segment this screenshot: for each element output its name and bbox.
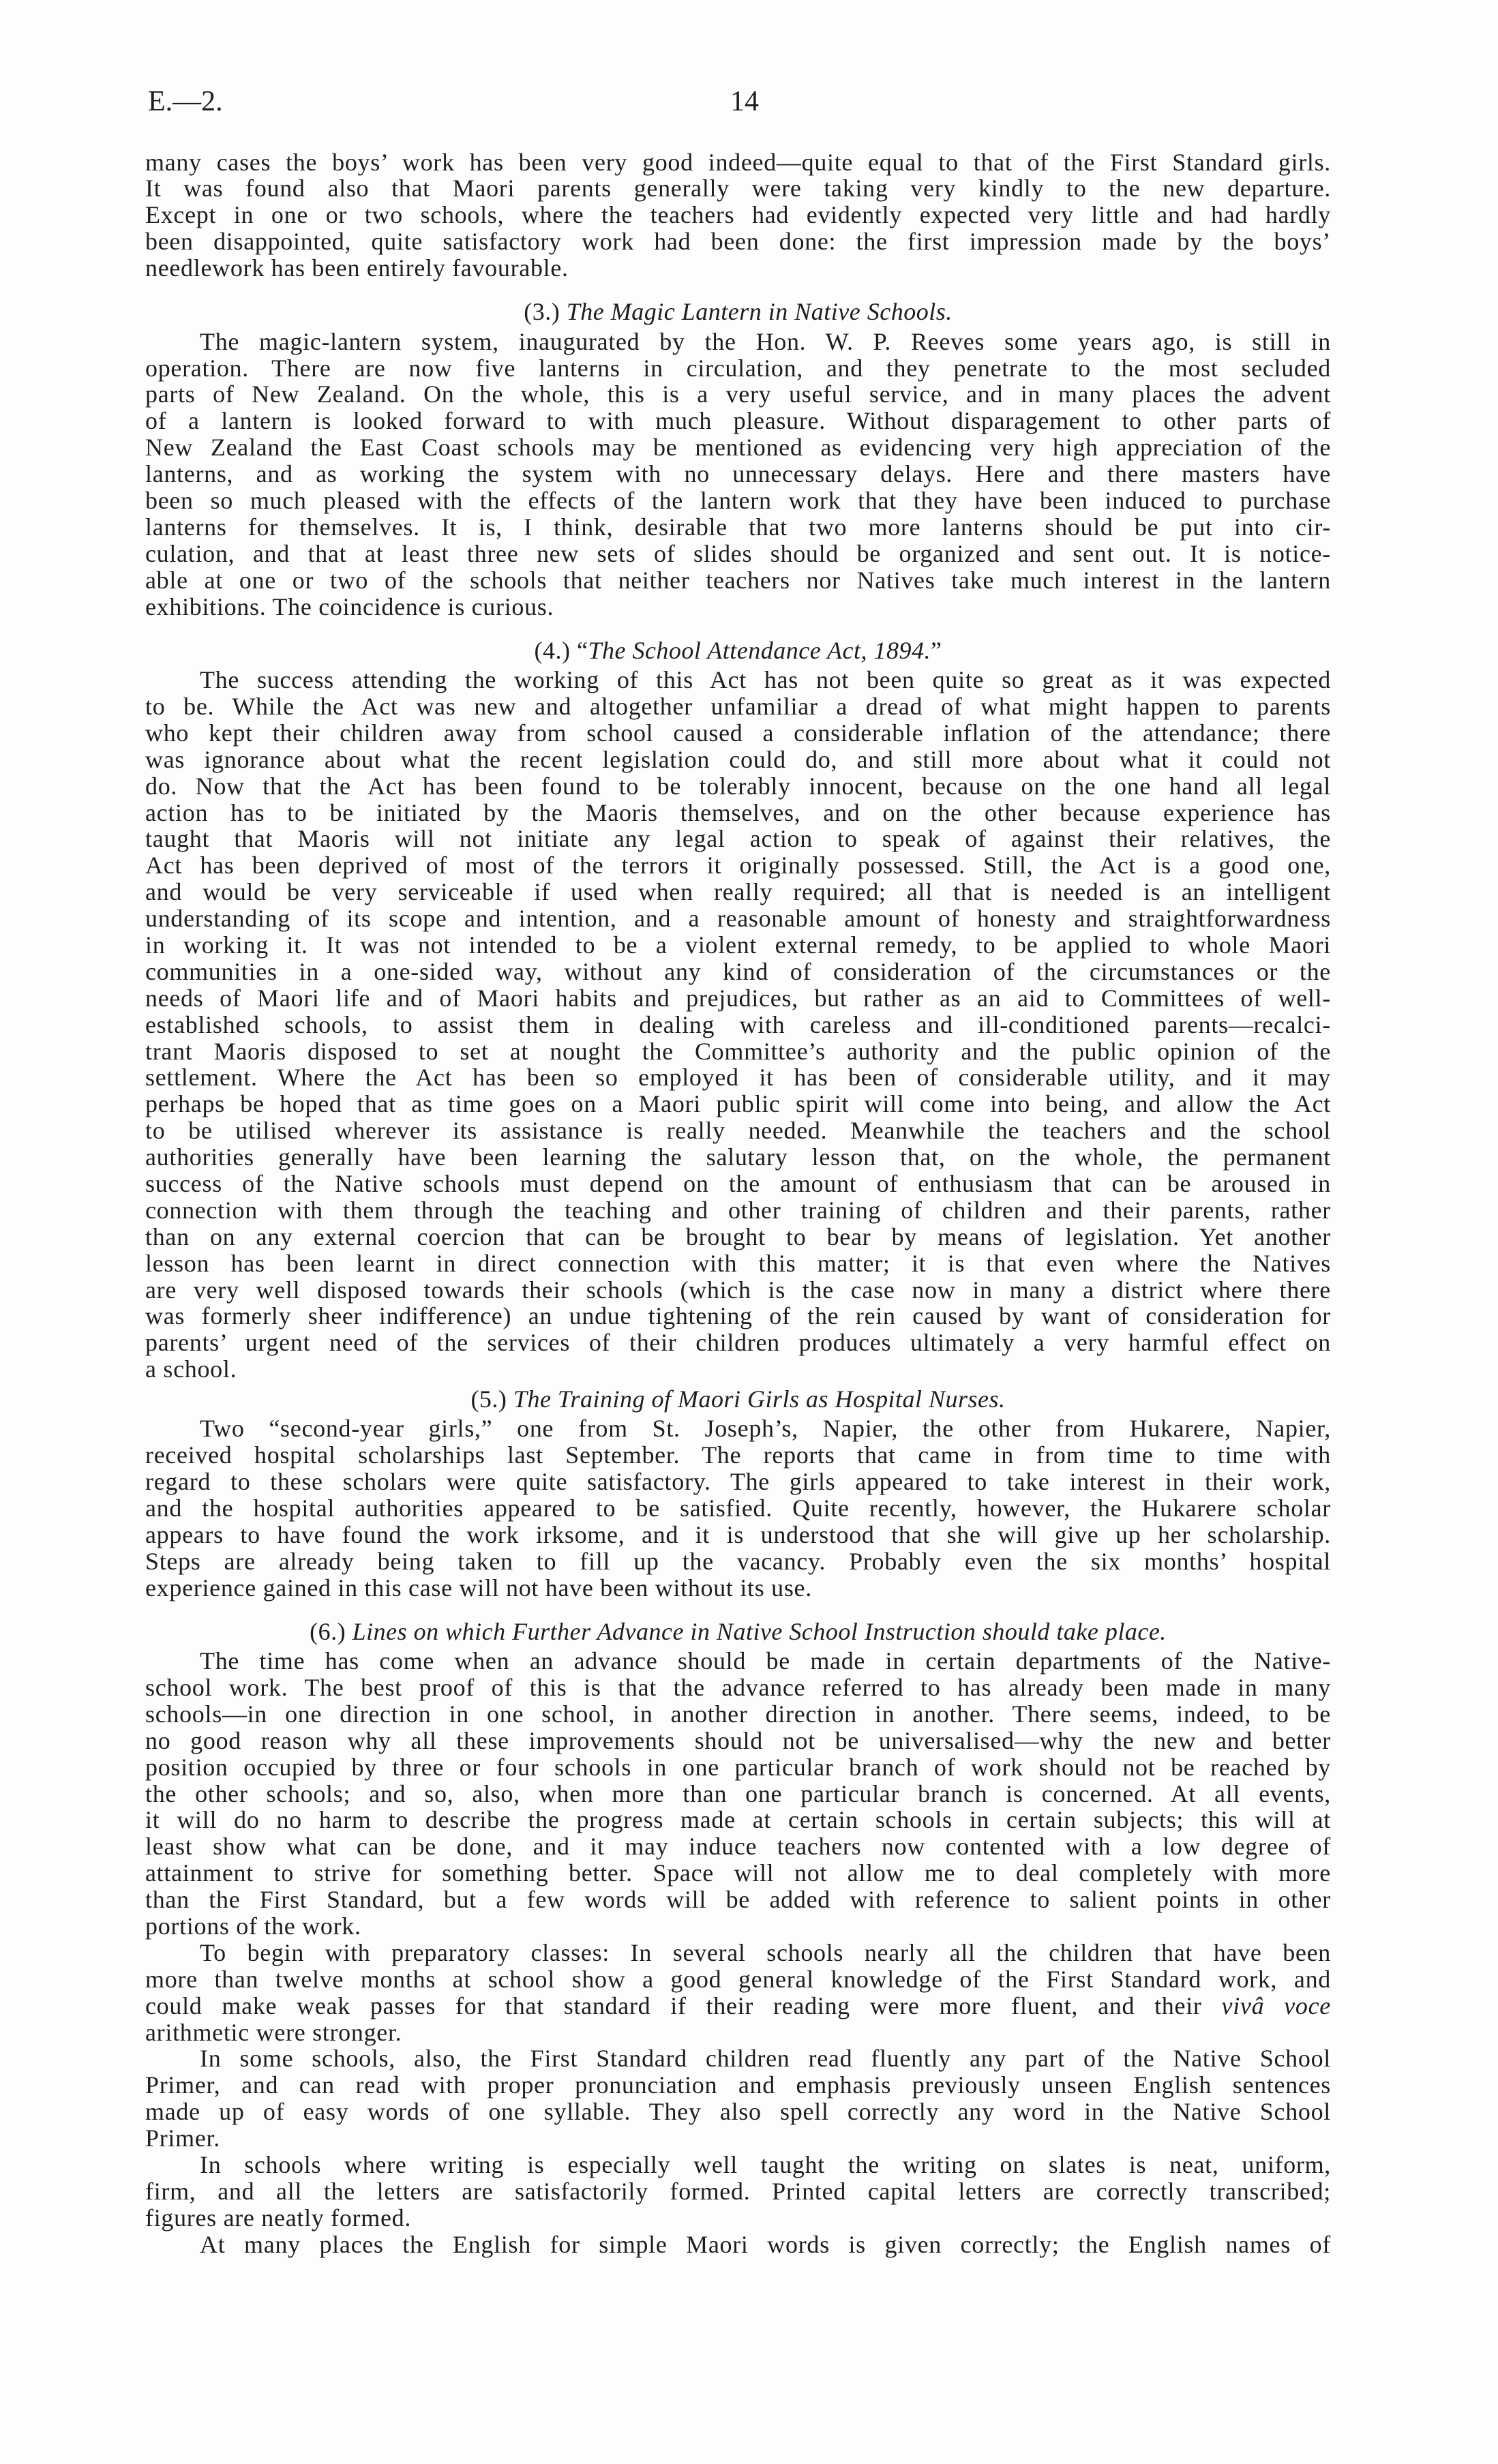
paragraph: [145, 329, 1331, 620]
section-title: The Magic Lantern in Native Schools.: [566, 298, 953, 326]
text-line: At many places the English for simple Maori words is given correctly; the English names of: [200, 2230, 1331, 2258]
text-line: It was found also that Maori parents generally were taking very kindly to the new departure.: [145, 175, 1331, 202]
text-line: The time has come when an advance should be made in certain departments of the Native-: [200, 1647, 1331, 1675]
text-line: was formerly sheer indifference) an undue tightening of the rein caused by want of consideration for: [145, 1302, 1331, 1330]
text-line: perhaps be hoped that as time goes on a Maori public spirit will come into being, and allow the Act: [145, 1090, 1331, 1118]
paragraph: [145, 2152, 1331, 2232]
paragraph: [145, 667, 1331, 1383]
text-line: least show what can be done, and it may induce teachers now contented with a low degree of: [145, 1833, 1331, 1861]
text-line: Primer, and can read with proper pronunciation and emphasis previously unseen English sentences: [145, 2071, 1331, 2099]
text-line: many cases the boys’ work has been very good indeed—quite equal to that of the First Standard girls.: [145, 148, 1331, 176]
section-number: (3.): [524, 298, 560, 326]
text-line: more than twelve months at school show a good general knowledge of the First Standard work, and: [145, 1965, 1331, 1993]
text-line: parents’ urgent need of the services of their children produces ultimately a very harmful effect on: [145, 1329, 1331, 1357]
text-line: exhibitions. The coincidence is curious.: [145, 592, 554, 620]
text-line: Steps are already being taken to fill up the vacancy. Probably even the six months’ hospital: [145, 1547, 1331, 1575]
text-line: connection with them through the teaching and other training of children and their parents, rather: [145, 1196, 1331, 1224]
running-header: [148, 85, 1331, 119]
text-line: attainment to strive for something better. Space will not allow me to deal completely with more: [145, 1859, 1331, 1887]
section-number: (4.): [534, 636, 571, 664]
paragraph: [145, 1648, 1331, 1940]
text-line: it will do no harm to describe the progress made at certain schools in certain subjects; this will at: [145, 1806, 1331, 1834]
text-line: Except in one or two schools, where the teachers had evidently expected very little and had hardly: [145, 201, 1331, 229]
text-line: communities in a one-sided way, without any kind of consideration of the circumstances or the: [145, 957, 1331, 985]
text-line: lesson has been learnt in direct connection with this matter; it is that even where the Natives: [145, 1249, 1331, 1277]
text-line: regard to these scholars were quite satisfactory. The girls appeared to take interest in their work,: [145, 1468, 1331, 1495]
text-line: The magic-lantern system, inaugurated by the Hon. W. P. Reeves some years ago, is still in: [200, 327, 1331, 355]
section-title: The Training of Maori Girls as Hospital Nurses.: [513, 1385, 1006, 1413]
paragraph: [145, 2045, 1331, 2152]
section-heading: [145, 1619, 1331, 1645]
italic-phrase: vivâ voce: [1221, 1992, 1331, 2019]
text-line: was ignorance about what the recent legislation could do, and still more about what it could not: [145, 745, 1331, 773]
text-line: received hospital scholarships last September. The reports that came in from time to time with: [145, 1441, 1331, 1469]
text-line: Two “second-year girls,” one from St. Joseph’s, Napier, the other from Hukarere, Napier,: [200, 1415, 1331, 1443]
paragraph: [145, 149, 1331, 282]
text-line: operation. There are now five lanterns in circulation, and they penetrate to the most secluded: [145, 354, 1331, 382]
text-line: Act has been deprived of most of the terrors it originally possessed. Still, the Act is a good one,: [145, 852, 1331, 880]
text-line: schools—in one direction in one school, in another direction in another. There seems, indeed, to be: [145, 1700, 1331, 1728]
open-quote: “: [576, 636, 588, 664]
text-line: portions of the work.: [145, 1912, 361, 1940]
text-line: arithmetic were stronger.: [145, 2018, 402, 2046]
text-line: lanterns for themselves. It is, I think, desirable that two more lanterns should be put into cir-: [145, 513, 1331, 541]
text-line: New Zealand the East Coast schools may be mentioned as evidencing very high appreciation of the: [145, 434, 1331, 462]
section-heading: [145, 299, 1331, 325]
text-line: In schools where writing is especially well taught the writing on slates is neat, uniform,: [200, 2151, 1331, 2179]
text-line: no good reason why all these improvements should not be universalised—why the new and better: [145, 1726, 1331, 1754]
text-line: than on any external coercion that can be brought to bear by means of legislation. Yet another: [145, 1222, 1331, 1250]
text-line: appears to have found the work irksome, and it is understood that she will give up her scholarship.: [145, 1520, 1331, 1548]
text-line: and the hospital authorities appeared to be satisfied. Quite recently, however, the Hukarere scholar: [145, 1494, 1331, 1522]
text-line: in working it. It was not intended to be a violent external remedy, to be applied to whole Maori: [145, 931, 1331, 959]
text-line: Primer.: [145, 2124, 220, 2152]
text-line: firm, and all the letters are satisfactorily formed. Printed capital letters are correctly transcribed;: [145, 2177, 1331, 2205]
text-line: established schools, to assist them in dealing with careless and ill-conditioned parents—recalci-: [145, 1010, 1331, 1038]
body-text: [145, 149, 1331, 2258]
text-line: able at one or two of the schools that neither teachers nor Natives take much interest in the lantern: [145, 566, 1331, 594]
text-line: been so much pleased with the effects of the lantern work that they have been induced to purchase: [145, 486, 1331, 514]
section-number: (5.): [470, 1385, 507, 1413]
text-line: authorities generally have been learning the salutary lesson that, on the whole, the permanent: [145, 1143, 1331, 1171]
text-segment: could make weak passes for that standard if their reading were more fluent, and their: [145, 1992, 1222, 2019]
text-line: to be. While the Act was new and altogether unfamiliar a dread of what might happen to parents: [145, 692, 1331, 720]
text-line: to be utilised wherever its assistance is really needed. Meanwhile the teachers and the school: [145, 1117, 1331, 1145]
text-line: figures are neatly formed.: [145, 2204, 412, 2232]
text-line: The success attending the working of this Act has not been quite so great as it was expected: [200, 666, 1331, 694]
text-line: school work. The best proof of this is that the advance referred to has already been made in many: [145, 1674, 1331, 1702]
text-line: position occupied by three or four schools in one particular branch of work should not be reached by: [145, 1753, 1331, 1781]
section-heading: [145, 1386, 1331, 1413]
section-number: (6.): [310, 1617, 346, 1645]
text-line: understanding of its scope and intention, and a reasonable amount of honesty and straightforwardness: [145, 905, 1331, 933]
text-line: parts of New Zealand. On the whole, this is a very useful service, and in many places the advent: [145, 380, 1331, 408]
text-line: a school.: [145, 1355, 237, 1383]
text-line: than the First Standard, but a few words will be added with reference to salient points in other: [145, 1886, 1331, 1914]
paragraph: [145, 2232, 1331, 2258]
paragraph: [145, 1415, 1331, 1601]
text-line: trant Maoris disposed to set at nought the Committee’s authority and the public opinion of the: [145, 1037, 1331, 1065]
section-title: The School Attendance Act, 1894.: [588, 636, 931, 664]
text-line: settlement. Where the Act has been so employed it has been of considerable utility, and it may: [145, 1064, 1331, 1092]
text-line: of a lantern is looked forward to with much pleasure. Without disparagement to other parts of: [145, 407, 1331, 435]
section-heading: [145, 637, 1331, 664]
text-line: To begin with preparatory classes: In several schools nearly all the children that have been: [200, 1938, 1331, 1966]
text-line: culation, and that at least three new sets of slides should be organized and sent out. It is notice-: [145, 539, 1331, 567]
text-line: the other schools; and so, also, when more than one particular branch is concerned. At all events,: [145, 1779, 1331, 1807]
text-line: In some schools, also, the First Standard children read fluently any part of the Native School: [200, 2045, 1331, 2073]
text-line: action has to be initiated by the Maoris themselves, and on the other because experience has: [145, 798, 1331, 826]
text-line: taught that Maoris will not initiate any legal action to speak of against their relatives, the: [145, 825, 1331, 853]
text-line: lanterns, and as working the system with no unnecessary delays. Here and there masters have: [145, 460, 1331, 488]
text-line: who kept their children away from school caused a considerable inflation of the attendance; there: [145, 719, 1331, 747]
text-line: and would be very serviceable if used when really required; all that is needed is an intelligent: [145, 878, 1331, 906]
section-title: Lines on which Further Advance in Native School Instruction should take place.: [352, 1617, 1167, 1645]
page-number: 14: [730, 86, 759, 117]
text-line: needlework has been entirely favourable.: [145, 254, 569, 282]
text-line: are very well disposed towards their schools (which is the case now in many a district where there: [145, 1276, 1331, 1304]
paragraph: [145, 1940, 1331, 2046]
text-line: needs of Maori life and of Maori habits and prejudices, but rather as an aid to Committees of well-: [145, 984, 1331, 1012]
text-line: made up of easy words of one syllable. They also spell correctly any word in the Native School: [145, 2098, 1331, 2126]
text-line: [145, 1993, 1331, 2019]
text-line: success of the Native schools must depend on the amount of enthusiasm that can be aroused in: [145, 1170, 1331, 1198]
close-quote: ”: [931, 636, 942, 664]
text-line: been disappointed, quite satisfactory work had been done: the first impression made by the boys’: [145, 228, 1331, 256]
document-code: E.—2.: [148, 86, 223, 117]
text-line: experience gained in this case will not have been without its use.: [145, 1574, 812, 1602]
text-line: do. Now that the Act has been found to be tolerably innocent, because on the one hand all legal: [145, 772, 1331, 800]
